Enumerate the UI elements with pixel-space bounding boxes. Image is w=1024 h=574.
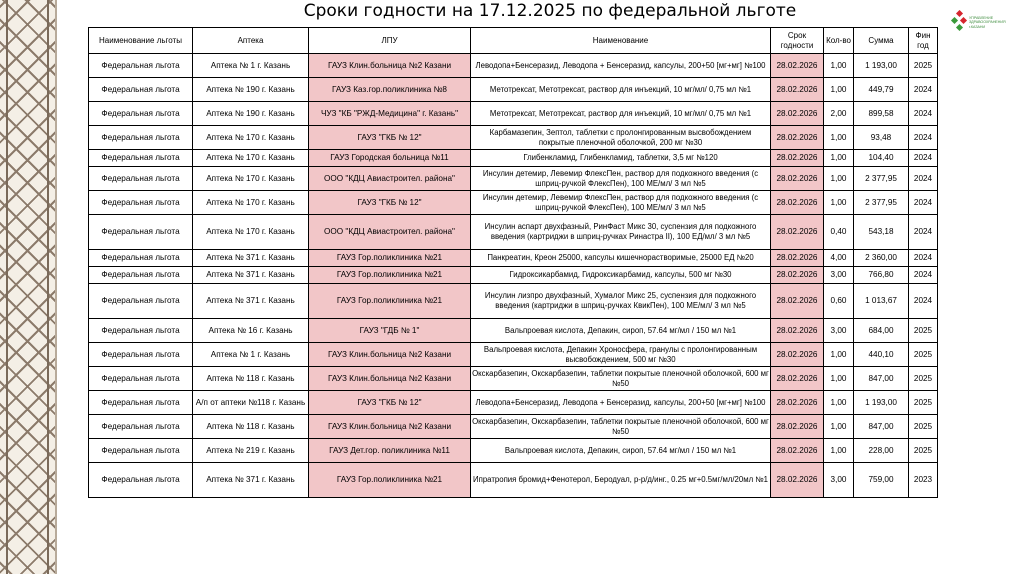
cell-pharmacy: Аптека № 371 г. Казань	[193, 463, 309, 498]
cell-benefit: Федеральная льгота	[89, 439, 193, 463]
cell-pharmacy: Аптека № 170 г. Казань	[193, 191, 309, 215]
cell-benefit: Федеральная льгота	[89, 54, 193, 78]
cell-fin-year: 2024	[909, 284, 938, 319]
cell-pharmacy: Аптека № 118 г. Казань	[193, 367, 309, 391]
cell-clinic: ГАУЗ Гор.поликлиника №21	[309, 284, 471, 319]
header-benefit: Наименование льготы	[89, 28, 193, 54]
table-row	[89, 439, 938, 463]
cell-quantity: 1,00	[824, 343, 854, 367]
table-row	[89, 319, 938, 343]
cell-expiry: 28.02.2026	[771, 319, 824, 343]
cell-expiry: 28.02.2026	[771, 54, 824, 78]
table-row	[89, 102, 938, 126]
cell-pharmacy: Аптека № 190 г. Казань	[193, 78, 309, 102]
cell-fin-year: 2024	[909, 102, 938, 126]
cell-drug-name: Инсулин лизпро двухфазный, Хумалог Микс 25, суспензия для подкожного введения (картриджи в шприц-ручках КвикПен), 100 МЕ/мл/ 3 мл №5	[471, 284, 771, 319]
cell-amount: 1 193,00	[854, 391, 909, 415]
cell-pharmacy: Аптека № 1 г. Казань	[193, 343, 309, 367]
cell-pharmacy: Аптека № 371 г. Казань	[193, 250, 309, 267]
cell-quantity: 1,00	[824, 191, 854, 215]
cell-expiry: 28.02.2026	[771, 391, 824, 415]
cell-benefit: Федеральная льгота	[89, 343, 193, 367]
cell-quantity: 3,00	[824, 267, 854, 284]
cell-clinic: ГАУЗ Каз.гор.поликлиника №8	[309, 78, 471, 102]
cell-benefit: Федеральная льгота	[89, 150, 193, 167]
cell-amount: 1 013,67	[854, 284, 909, 319]
header-amount: Сумма	[854, 28, 909, 54]
cell-fin-year: 2025	[909, 54, 938, 78]
cell-clinic: ГАУЗ "ГКБ № 12"	[309, 191, 471, 215]
cell-fin-year: 2024	[909, 78, 938, 102]
table-row	[89, 367, 938, 391]
cell-fin-year: 2025	[909, 439, 938, 463]
cell-quantity: 1,00	[824, 54, 854, 78]
organization-logo	[949, 10, 1013, 36]
cell-quantity: 1,00	[824, 150, 854, 167]
logo-icon	[949, 10, 971, 36]
logo-text: УПРАВЛЕНИЕ ЗДРАВООХРАНЕНИЯ г.КАЗАНИ	[969, 16, 1006, 29]
cell-expiry: 28.02.2026	[771, 126, 824, 150]
cell-amount: 228,00	[854, 439, 909, 463]
table-row	[89, 343, 938, 367]
cell-fin-year: 2024	[909, 150, 938, 167]
table-row	[89, 391, 938, 415]
cell-clinic: ООО "КДЦ Авиастроител. района"	[309, 167, 471, 191]
cell-pharmacy: Аптека № 118 г. Казань	[193, 415, 309, 439]
table-row	[89, 78, 938, 102]
expiry-table	[88, 27, 938, 498]
cell-pharmacy: А/п от аптеки №118 г. Казань	[193, 391, 309, 415]
cell-clinic: ГАУЗ "ГКБ № 12"	[309, 126, 471, 150]
cell-quantity: 1,00	[824, 367, 854, 391]
cell-benefit: Федеральная льгота	[89, 126, 193, 150]
cell-expiry: 28.02.2026	[771, 284, 824, 319]
cell-quantity: 1,00	[824, 167, 854, 191]
cell-drug-name: Инсулин аспарт двухфазный, РинФаст Микс 30, суспензия для подкожного введения (картриджи в шприц-ручках Ринастра II), 100 ЕД/мл/ 3 мл №5	[471, 215, 771, 250]
cell-drug-name: Гидроксикарбамид, Гидроксикарбамид, капсулы, 500 мг №30	[471, 267, 771, 284]
cell-clinic: ГАУЗ Гор.поликлиника №21	[309, 267, 471, 284]
header-expiry: Срок годности	[771, 28, 824, 54]
cell-fin-year: 2024	[909, 191, 938, 215]
cell-quantity: 4,00	[824, 250, 854, 267]
cell-clinic: ГАУЗ Клин.больница №2 Казани	[309, 343, 471, 367]
cell-expiry: 28.02.2026	[771, 167, 824, 191]
cell-benefit: Федеральная льгота	[89, 284, 193, 319]
cell-benefit: Федеральная льгота	[89, 463, 193, 498]
header-pharmacy: Аптека	[193, 28, 309, 54]
cell-expiry: 28.02.2026	[771, 267, 824, 284]
cell-drug-name: Окскарбазепин, Окскарбазепин, таблетки покрытые пленочной оболочкой, 600 мг №50	[471, 415, 771, 439]
table-row	[89, 191, 938, 215]
cell-pharmacy: Аптека № 1 г. Казань	[193, 54, 309, 78]
header-quantity: Кол-во	[824, 28, 854, 54]
cell-quantity: 0,60	[824, 284, 854, 319]
cell-quantity: 2,00	[824, 102, 854, 126]
cell-drug-name: Леводопа+Бенсеразид, Леводопа + Бенсеразид, капсулы, 200+50 [мг+мг] №100	[471, 54, 771, 78]
cell-amount: 440,10	[854, 343, 909, 367]
cell-clinic: ООО "КДЦ Авиастроител. района"	[309, 215, 471, 250]
header-fin-year: Фин год	[909, 28, 938, 54]
cell-fin-year: 2025	[909, 391, 938, 415]
cell-fin-year: 2024	[909, 267, 938, 284]
cell-amount: 543,18	[854, 215, 909, 250]
cell-drug-name: Инсулин детемир, Левемир ФлексПен, раствор для подкожного введения (с шприц-ручкой ФлексПен), 100 МЕ/мл/ 3 мл №5	[471, 167, 771, 191]
cell-fin-year: 2023	[909, 463, 938, 498]
cell-quantity: 1,00	[824, 126, 854, 150]
cell-benefit: Федеральная льгота	[89, 250, 193, 267]
cell-clinic: ГАУЗ Клин.больница №2 Казани	[309, 54, 471, 78]
cell-drug-name: Метотрексат, Метотрексат, раствор для инъекций, 10 мг/мл/ 0,75 мл №1	[471, 78, 771, 102]
cell-drug-name: Панкреатин, Креон 25000, капсулы кишечнорастворимые, 25000 ЕД №20	[471, 250, 771, 267]
table-row	[89, 415, 938, 439]
cell-amount: 2 377,95	[854, 167, 909, 191]
cell-benefit: Федеральная льгота	[89, 319, 193, 343]
cell-amount: 847,00	[854, 367, 909, 391]
table-row	[89, 167, 938, 191]
cell-fin-year: 2025	[909, 367, 938, 391]
cell-amount: 766,80	[854, 267, 909, 284]
cell-expiry: 28.02.2026	[771, 367, 824, 391]
cell-expiry: 28.02.2026	[771, 150, 824, 167]
cell-drug-name: Вальпроевая кислота, Депакин Хроносфера, гранулы с пролонгированным высвобождением, 500 мг №30	[471, 343, 771, 367]
cell-pharmacy: Аптека № 219 г. Казань	[193, 439, 309, 463]
cell-drug-name: Окскарбазепин, Окскарбазепин, таблетки покрытые пленочной оболочкой, 600 мг №50	[471, 367, 771, 391]
cell-pharmacy: Аптека № 170 г. Казань	[193, 126, 309, 150]
cell-clinic: ГАУЗ Гор.поликлиника №21	[309, 463, 471, 498]
cell-quantity: 1,00	[824, 415, 854, 439]
cell-expiry: 28.02.2026	[771, 415, 824, 439]
cell-benefit: Федеральная льгота	[89, 191, 193, 215]
header-clinic: ЛПУ	[309, 28, 471, 54]
cell-drug-name: Вальпроевая кислота, Депакин, сироп, 57.64 мг/мл / 150 мл №1	[471, 439, 771, 463]
cell-drug-name: Карбамазепин, Зептол, таблетки с пролонгированным высвобождением покрытые пленочной оболочкой, 200 мг №30	[471, 126, 771, 150]
table-row	[89, 215, 938, 250]
cell-amount: 759,00	[854, 463, 909, 498]
cell-expiry: 28.02.2026	[771, 215, 824, 250]
cell-benefit: Федеральная льгота	[89, 415, 193, 439]
cell-fin-year: 2024	[909, 250, 938, 267]
table-row	[89, 126, 938, 150]
cell-pharmacy: Аптека № 170 г. Казань	[193, 215, 309, 250]
cell-pharmacy: Аптека № 170 г. Казань	[193, 150, 309, 167]
cell-pharmacy: Аптека № 371 г. Казань	[193, 267, 309, 284]
cell-fin-year: 2024	[909, 167, 938, 191]
page-title: Сроки годности на 17.12.2025 по федеральной льготе	[303, 1, 797, 21]
cell-drug-name: Вальпроевая кислота, Депакин, сироп, 57.64 мг/мл / 150 мл №1	[471, 319, 771, 343]
cell-benefit: Федеральная льгота	[89, 102, 193, 126]
cell-quantity: 3,00	[824, 319, 854, 343]
cell-clinic: ГАУЗ Клин.больница №2 Казани	[309, 415, 471, 439]
cell-fin-year: 2024	[909, 215, 938, 250]
cell-drug-name: Ипратропия бромид+Фенотерол, Беродуал, р-р/д/инг., 0.25 мг+0.5мг/мл/20мл №1	[471, 463, 771, 498]
cell-expiry: 28.02.2026	[771, 250, 824, 267]
cell-drug-name: Глибенкламид, Глибенкламид, таблетки, 3,5 мг №120	[471, 150, 771, 167]
cell-fin-year: 2025	[909, 415, 938, 439]
cell-drug-name: Инсулин детемир, Левемир ФлексПен, раствор для подкожного введения (с шприц-ручкой ФлексПен), 100 МЕ/мл/ 3 мл №5	[471, 191, 771, 215]
cell-pharmacy: Аптека № 170 г. Казань	[193, 167, 309, 191]
cell-fin-year: 2025	[909, 343, 938, 367]
table-row	[89, 250, 938, 267]
cell-expiry: 28.02.2026	[771, 463, 824, 498]
cell-amount: 2 377,95	[854, 191, 909, 215]
decorative-border	[0, 0, 57, 574]
cell-pharmacy: Аптека № 371 г. Казань	[193, 284, 309, 319]
cell-amount: 449,79	[854, 78, 909, 102]
cell-benefit: Федеральная льгота	[89, 167, 193, 191]
cell-amount: 847,00	[854, 415, 909, 439]
cell-clinic: ГАУЗ Клин.больница №2 Казани	[309, 367, 471, 391]
cell-expiry: 28.02.2026	[771, 343, 824, 367]
cell-benefit: Федеральная льгота	[89, 267, 193, 284]
table-row	[89, 54, 938, 78]
table-row	[89, 267, 938, 284]
cell-amount: 104,40	[854, 150, 909, 167]
table-row	[89, 150, 938, 167]
cell-clinic: ГАУЗ "ГДБ № 1"	[309, 319, 471, 343]
table-row	[89, 284, 938, 319]
cell-benefit: Федеральная льгота	[89, 367, 193, 391]
cell-fin-year: 2024	[909, 126, 938, 150]
cell-pharmacy: Аптека № 190 г. Казань	[193, 102, 309, 126]
cell-benefit: Федеральная льгота	[89, 78, 193, 102]
cell-drug-name: Леводопа+Бенсеразид, Леводопа + Бенсеразид, капсулы, 200+50 [мг+мг] №100	[471, 391, 771, 415]
cell-benefit: Федеральная льгота	[89, 391, 193, 415]
cell-benefit: Федеральная льгота	[89, 215, 193, 250]
table-header-row	[89, 28, 938, 54]
cell-pharmacy: Аптека № 16 г. Казань	[193, 319, 309, 343]
cell-expiry: 28.02.2026	[771, 78, 824, 102]
cell-amount: 899,58	[854, 102, 909, 126]
cell-quantity: 1,00	[824, 78, 854, 102]
cell-quantity: 0,40	[824, 215, 854, 250]
cell-clinic: ГАУЗ "ГКБ № 12"	[309, 391, 471, 415]
cell-clinic: ГАУЗ Дет.гор. поликлиника №11	[309, 439, 471, 463]
cell-fin-year: 2025	[909, 319, 938, 343]
cell-expiry: 28.02.2026	[771, 439, 824, 463]
cell-expiry: 28.02.2026	[771, 102, 824, 126]
cell-drug-name: Метотрексат, Метотрексат, раствор для инъекций, 10 мг/мл/ 0,75 мл №1	[471, 102, 771, 126]
cell-amount: 93,48	[854, 126, 909, 150]
cell-clinic: ГАУЗ Гор.поликлиника №21	[309, 250, 471, 267]
cell-amount: 684,00	[854, 319, 909, 343]
cell-quantity: 1,00	[824, 439, 854, 463]
table-row	[89, 463, 938, 498]
cell-amount: 2 360,00	[854, 250, 909, 267]
cell-clinic: ГАУЗ Городская больница №11	[309, 150, 471, 167]
header-drug-name: Наименование	[471, 28, 771, 54]
cell-expiry: 28.02.2026	[771, 191, 824, 215]
cell-clinic: ЧУЗ "КБ "РЖД-Медицина" г. Казань"	[309, 102, 471, 126]
cell-quantity: 1,00	[824, 391, 854, 415]
cell-amount: 1 193,00	[854, 54, 909, 78]
cell-quantity: 3,00	[824, 463, 854, 498]
